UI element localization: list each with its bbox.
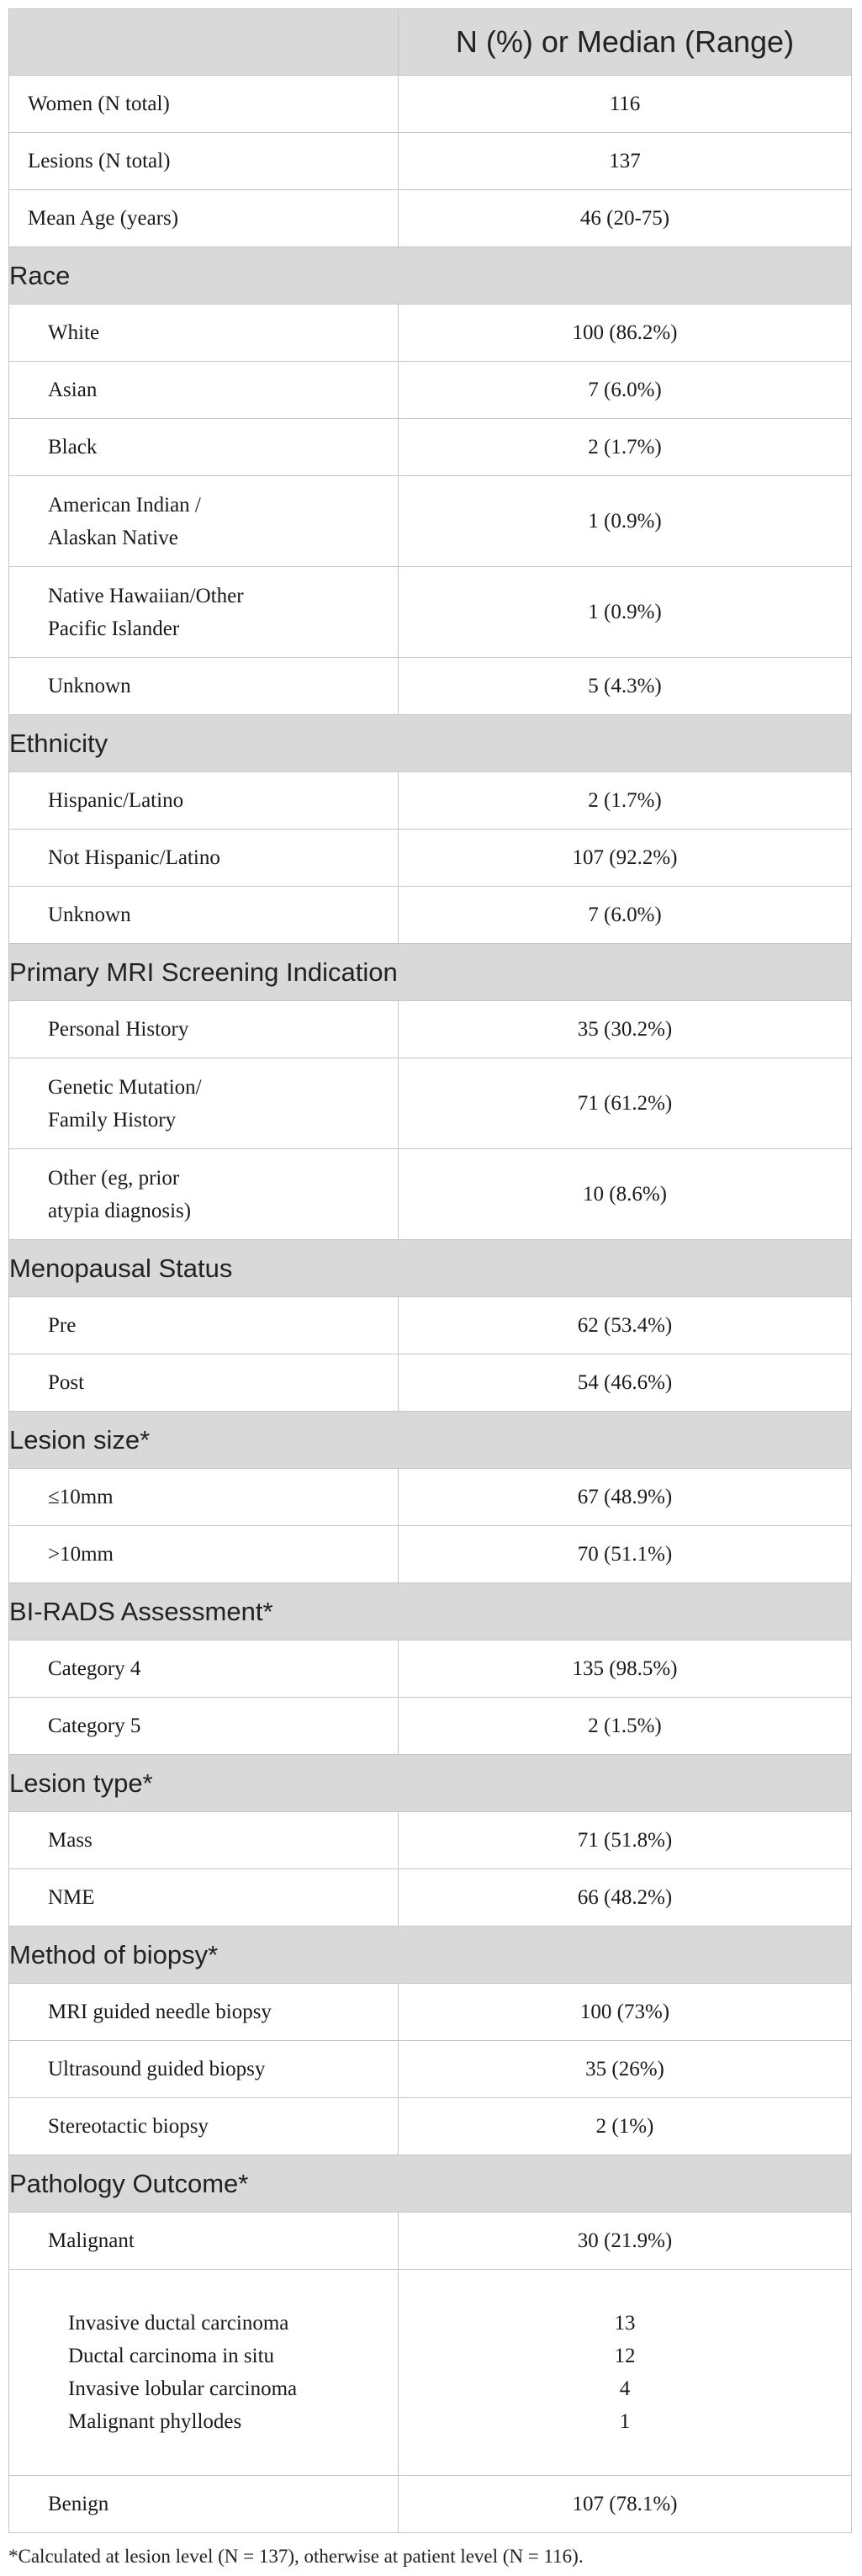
row-label: Category 5 — [9, 1698, 399, 1755]
section-header-lesion-type — [9, 1755, 852, 1812]
table-row-subtypes — [9, 2270, 852, 2476]
row-value: 67 (48.9%) — [399, 1469, 852, 1526]
row-value: 116 — [399, 76, 852, 133]
section-title: Method of biopsy* — [9, 1927, 852, 1984]
table-row — [9, 2098, 852, 2155]
table-row — [9, 305, 852, 362]
row-label — [9, 1149, 399, 1240]
section-header-biopsy — [9, 1927, 852, 1984]
row-value: 35 (26%) — [399, 2041, 852, 2098]
row-label: Category 4 — [9, 1640, 399, 1698]
header-value-column: N (%) or Median (Range) — [399, 9, 852, 76]
row-value: 71 (51.8%) — [399, 1812, 852, 1869]
table-row — [9, 1812, 852, 1869]
row-label: >10mm — [9, 1526, 399, 1583]
row-label: Hispanic/Latino — [9, 772, 399, 830]
row-label: Mass — [9, 1812, 399, 1869]
row-label: Unknown — [9, 658, 399, 715]
subtype-value: 4 — [619, 2377, 631, 2400]
section-header-indication — [9, 944, 852, 1001]
table-row — [9, 1640, 852, 1698]
row-value: 5 (4.3%) — [399, 658, 852, 715]
table-row — [9, 190, 852, 247]
row-label-line-1: Other (eg, prior — [48, 1166, 180, 1190]
subtype-label: Malignant phyllodes — [68, 2410, 242, 2433]
section-header-ethnicity — [9, 715, 852, 772]
table-row — [9, 1984, 852, 2041]
section-header-menopausal — [9, 1240, 852, 1297]
row-value: 2 (1.7%) — [399, 419, 852, 476]
row-label: Malignant — [9, 2213, 399, 2270]
subtype-label: Ductal carcinoma in situ — [68, 2345, 275, 2367]
row-label — [9, 476, 399, 567]
table-row — [9, 476, 852, 567]
row-value: 107 (92.2%) — [399, 830, 852, 887]
section-header-lesion-size — [9, 1412, 852, 1469]
row-label: NME — [9, 1869, 399, 1927]
section-title: Lesion type* — [9, 1755, 852, 1812]
row-value: 30 (21.9%) — [399, 2213, 852, 2270]
row-value: 100 (73%) — [399, 1984, 852, 2041]
row-value: 70 (51.1%) — [399, 1526, 852, 1583]
table-row — [9, 1058, 852, 1149]
table-row — [9, 2476, 852, 2533]
table-row — [9, 830, 852, 887]
table-row — [9, 1469, 852, 1526]
row-label-line-2: atypia diagnosis) — [48, 1199, 192, 1222]
subtype-value: 13 — [614, 2312, 636, 2335]
table-row — [9, 1001, 852, 1058]
row-value: 7 (6.0%) — [399, 362, 852, 419]
row-value: 2 (1%) — [399, 2098, 852, 2155]
table-row — [9, 567, 852, 658]
row-value: 2 (1.7%) — [399, 772, 852, 830]
row-value: 62 (53.4%) — [399, 1297, 852, 1354]
table-row — [9, 362, 852, 419]
table-row — [9, 1297, 852, 1354]
row-label-line-1: Genetic Mutation/ — [48, 1075, 202, 1099]
row-value: 137 — [399, 133, 852, 190]
table-row — [9, 419, 852, 476]
row-label-line-2: Pacific Islander — [48, 617, 180, 640]
demographics-table — [8, 8, 852, 2533]
row-label: Unknown — [9, 887, 399, 944]
section-header-pathology — [9, 2155, 852, 2213]
row-label: Post — [9, 1354, 399, 1412]
row-label: Pre — [9, 1297, 399, 1354]
row-label — [9, 1058, 399, 1149]
row-value: 71 (61.2%) — [399, 1058, 852, 1149]
subtype-value: 1 — [619, 2410, 631, 2433]
row-value: 10 (8.6%) — [399, 1149, 852, 1240]
row-value: 7 (6.0%) — [399, 887, 852, 944]
section-title: Pathology Outcome* — [9, 2155, 852, 2213]
table-row — [9, 133, 852, 190]
header-blank-cell — [9, 9, 399, 76]
subtype-label: Invasive lobular carcinoma — [68, 2377, 298, 2400]
row-label: Not Hispanic/Latino — [9, 830, 399, 887]
table-row — [9, 887, 852, 944]
table-row — [9, 1698, 852, 1755]
row-label: Women (N total) — [9, 76, 399, 133]
row-value: 100 (86.2%) — [399, 305, 852, 362]
table-row — [9, 1354, 852, 1412]
table-row — [9, 1526, 852, 1583]
row-value: 107 (78.1%) — [399, 2476, 852, 2533]
section-title: Lesion size* — [9, 1412, 852, 1469]
table-row — [9, 658, 852, 715]
row-value: 46 (20-75) — [399, 190, 852, 247]
row-value: 1 (0.9%) — [399, 476, 852, 567]
row-label: White — [9, 305, 399, 362]
table-row — [9, 2041, 852, 2098]
section-header-race — [9, 247, 852, 305]
section-title: Ethnicity — [9, 715, 852, 772]
table-header-row — [9, 9, 852, 76]
row-label: Black — [9, 419, 399, 476]
section-header-birads — [9, 1583, 852, 1640]
row-label: Personal History — [9, 1001, 399, 1058]
row-label-line-2: Family History — [48, 1108, 177, 1132]
table-row — [9, 1869, 852, 1927]
row-value: 135 (98.5%) — [399, 1640, 852, 1698]
row-label: Ultrasound guided biopsy — [9, 2041, 399, 2098]
row-value: 66 (48.2%) — [399, 1869, 852, 1927]
table-row — [9, 76, 852, 133]
section-title: BI-RADS Assessment* — [9, 1583, 852, 1640]
row-label-line-1: Native Hawaiian/Other — [48, 584, 244, 607]
row-value: 35 (30.2%) — [399, 1001, 852, 1058]
row-label-line-2: Alaskan Native — [48, 526, 178, 549]
table-row — [9, 2213, 852, 2270]
section-title: Primary MRI Screening Indication — [9, 944, 852, 1001]
subtype-labels — [9, 2270, 399, 2476]
section-title: Race — [9, 247, 852, 305]
table-row — [9, 772, 852, 830]
section-title: Menopausal Status — [9, 1240, 852, 1297]
table-row — [9, 1149, 852, 1240]
row-label: Lesions (N total) — [9, 133, 399, 190]
row-value: 2 (1.5%) — [399, 1698, 852, 1755]
row-label: Stereotactic biopsy — [9, 2098, 399, 2155]
subtype-values — [399, 2270, 852, 2476]
row-label-line-1: American Indian / — [48, 493, 201, 517]
row-label — [9, 567, 399, 658]
subtype-value: 12 — [614, 2345, 636, 2367]
row-label: Benign — [9, 2476, 399, 2533]
row-value: 1 (0.9%) — [399, 567, 852, 658]
row-label: Asian — [9, 362, 399, 419]
row-value: 54 (46.6%) — [399, 1354, 852, 1412]
row-label: Mean Age (years) — [9, 190, 399, 247]
row-label: MRI guided needle biopsy — [9, 1984, 399, 2041]
row-label: ≤10mm — [9, 1469, 399, 1526]
table-footnote: *Calculated at lesion level (N = 137), otherwise at patient level (N = 116). — [8, 2546, 584, 2567]
subtype-label: Invasive ductal carcinoma — [68, 2312, 289, 2335]
